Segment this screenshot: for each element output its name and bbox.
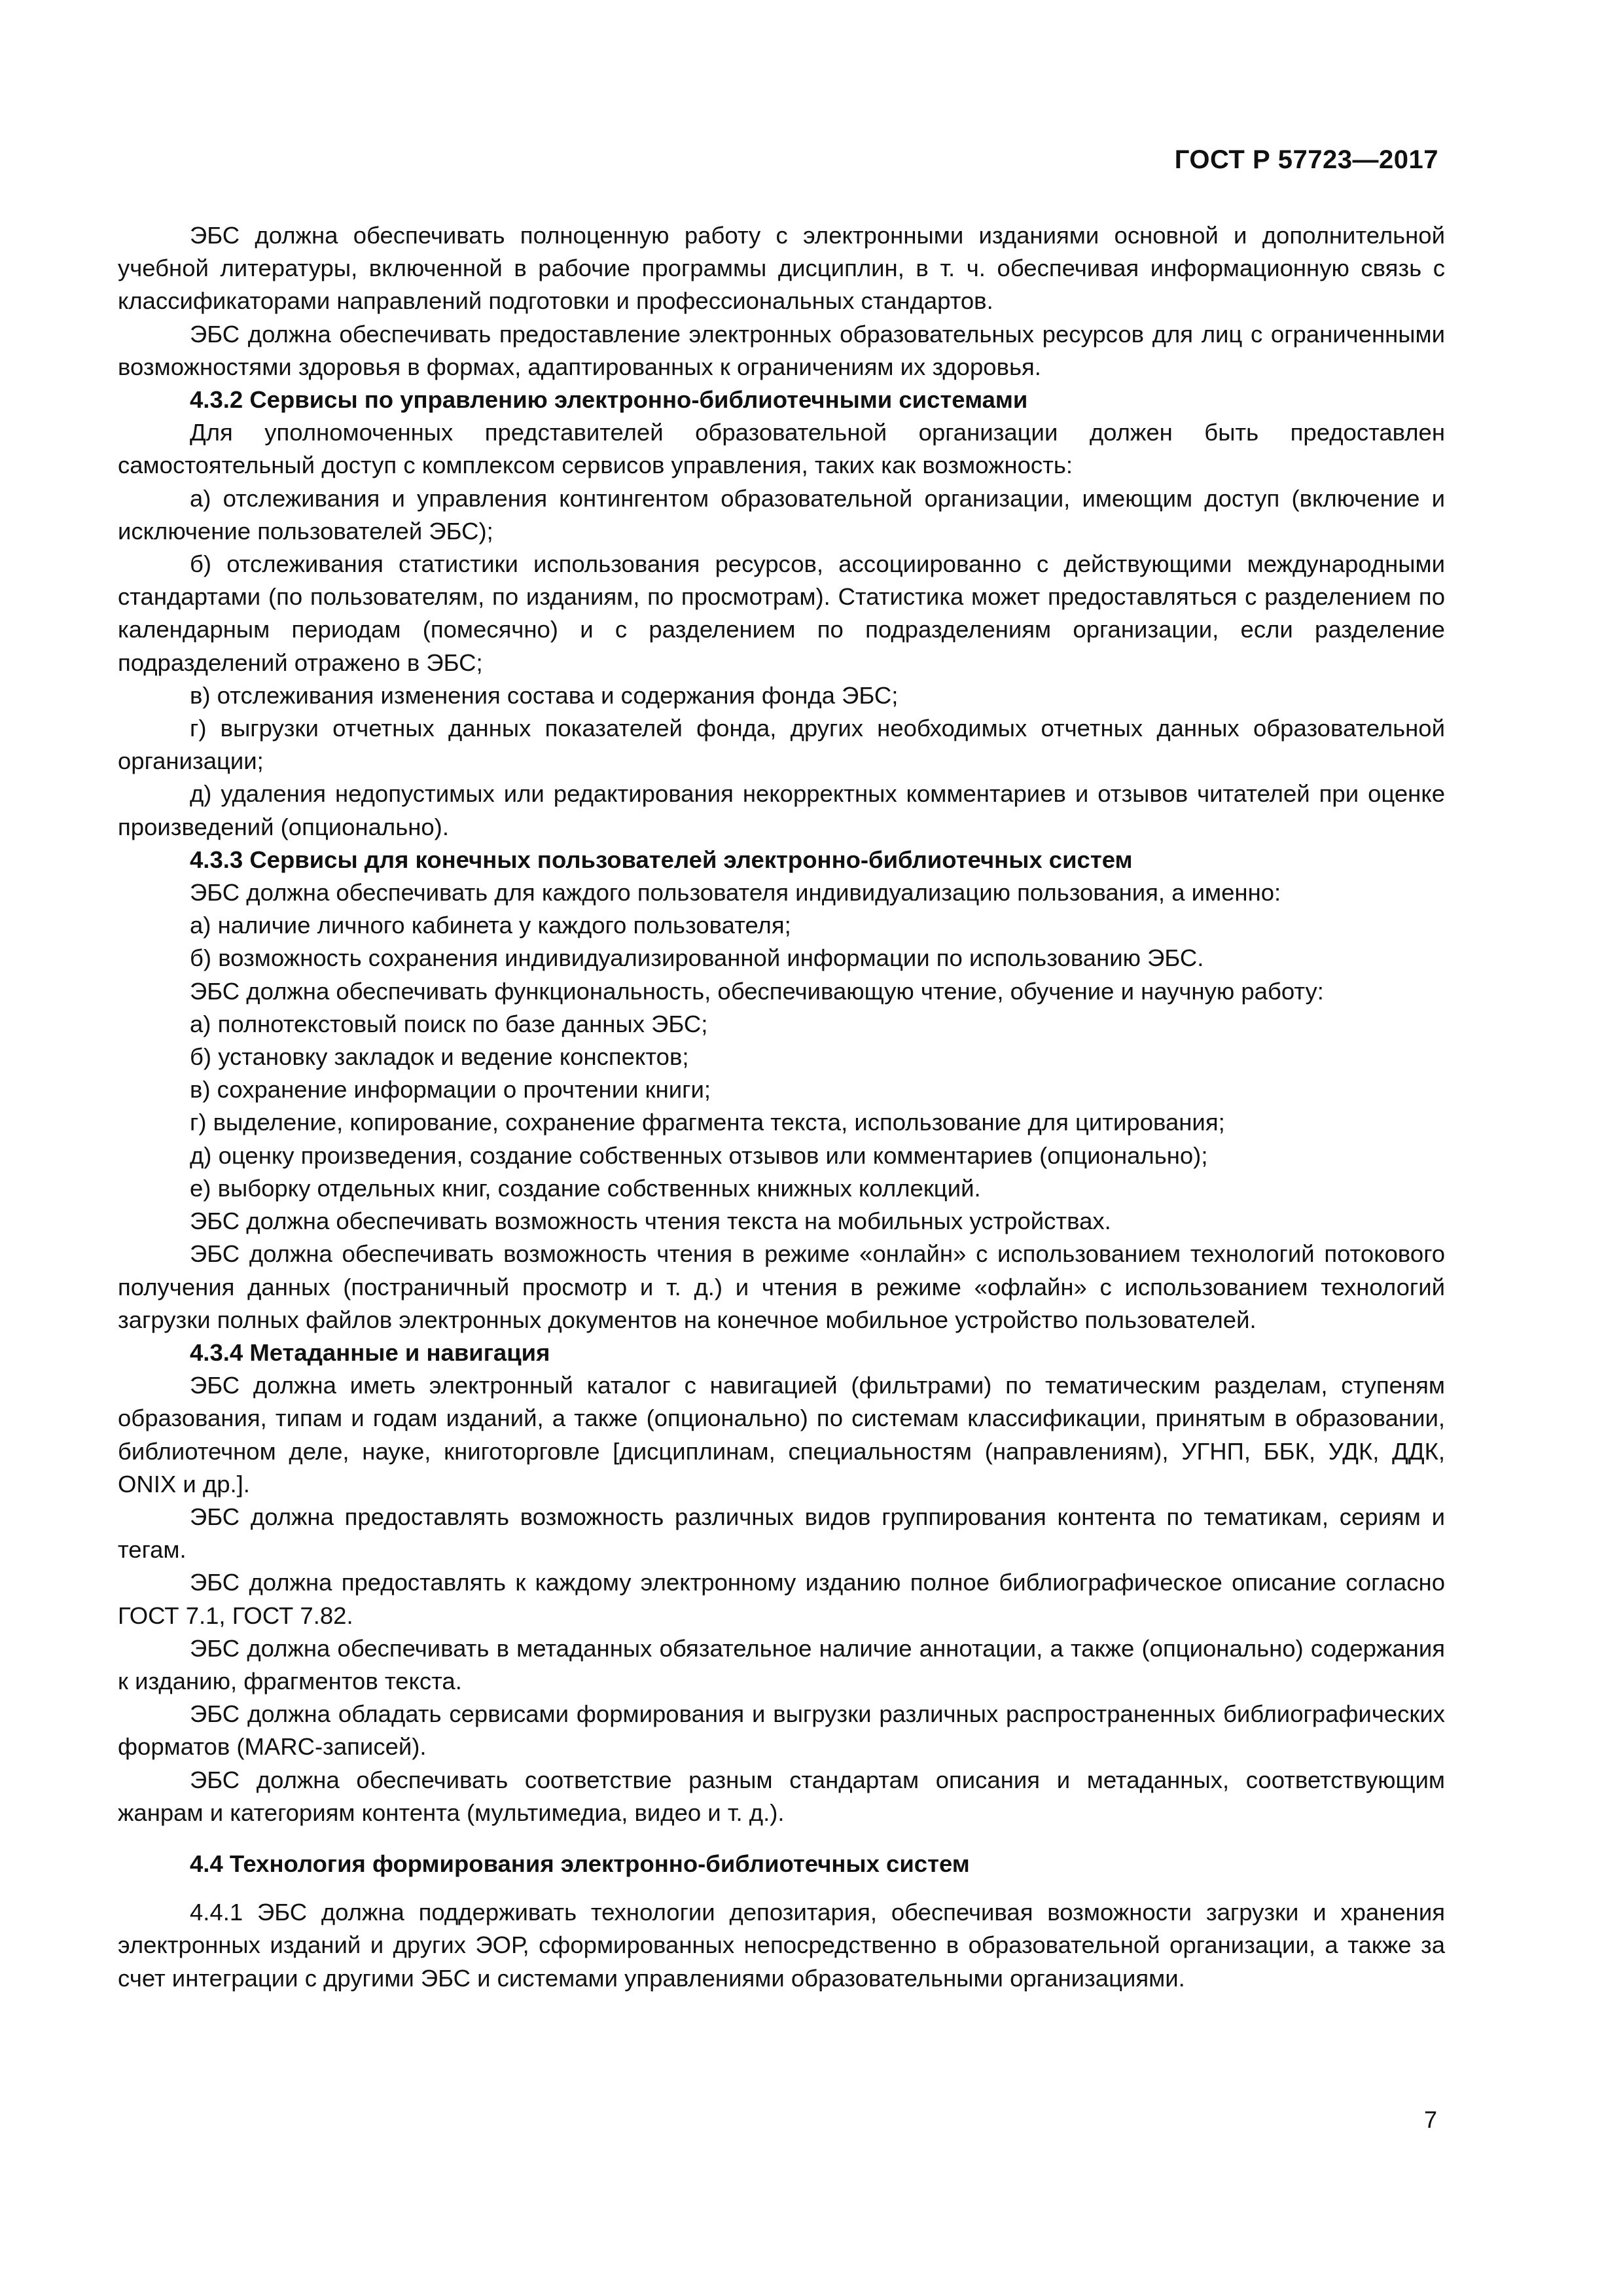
list-item: г) выгрузки отчетных данных показателей фонда, других необходимых отчетных данных образовательной организации;: [118, 715, 1445, 775]
list-item: г) выделение, копирование, сохранение фрагмента текста, использование для цитирования;: [190, 1109, 1225, 1136]
list-item: б) установку закладок и ведение конспектов;: [190, 1043, 689, 1071]
paragraph: ЭБС должна обеспечивать полноценную работу с электронными изданиями основной и дополнительной учебной литературы, включенной в рабочие программы дисциплин, в т. ч. обеспечивая информационную связь с классификаторами направлений подготовки и профессиональных стандартов.: [118, 222, 1445, 315]
paragraph: ЭБС должна обладать сервисами формирования и выгрузки различных распространенных библиографических форматов (MARC-записей).: [118, 1700, 1445, 1761]
paragraph: ЭБС должна обеспечивать соответствие разным стандартам описания и метаданных, соответствующим жанрам и категориям контента (мультимедиа, видео и т. д.).: [118, 1766, 1445, 1826]
paragraph: 4.4.1 ЭБС должна поддерживать технологии депозитария, обеспечивая возможности загрузки и хранения электронных изданий и других ЭОР, сформированных непосредственно в образовательной организации, а также за счет интеграции с другими ЭБС и системами управлениями образовательными организациями.: [118, 1899, 1445, 1992]
document-header: ГОСТ Р 57723—2017: [1174, 145, 1438, 174]
list-item: б) отслеживания статистики использования ресурсов, ассоциированно с действующими международными стандартами (по пользователям, по изданиям, по просмотрам). Статистика может предоставляться с разделением по календарным периодам (помесячно) и с разделением по подразделениям организации, если разделение подразделений отражено в ЭБС;: [118, 550, 1445, 676]
paragraph: ЭБС должна предоставлять возможность различных видов группирования контента по тематикам, сериям и тегам.: [118, 1503, 1445, 1564]
list-item: в) отслеживания изменения состава и содержания фонда ЭБС;: [190, 681, 899, 709]
list-item: а) наличие личного кабинета у каждого пользователя;: [190, 912, 791, 939]
list-item: в) сохранение информации о прочтении книги;: [190, 1076, 711, 1103]
paragraph: ЭБС должна обеспечивать возможность чтения текста на мобильных устройствах.: [190, 1208, 1111, 1235]
list-item: б) возможность сохранения индивидуализированной информации по использованию ЭБС.: [190, 944, 1204, 972]
section-heading: 4.4 Технология формирования электронно-библиотечных систем: [190, 1850, 970, 1877]
list-item: а) отслеживания и управления контингентом образовательной организации, имеющим доступ (включение и исключение пользователей ЭБС);: [118, 484, 1445, 545]
paragraph: ЭБС должна обеспечивать функциональность, обеспечивающую чтение, обучение и научную работу:: [190, 977, 1324, 1005]
list-item: д) оценку произведения, создание собственных отзывов или комментариев (опционально);: [190, 1141, 1208, 1169]
document-body: [118, 219, 1445, 1995]
paragraph: ЭБС должна обеспечивать возможность чтения в режиме «онлайн» с использованием технологий потокового получения данных (постраничный просмотр и т. д.) и чтения в режиме «офлайн» с использованием технологий загрузки полных файлов электронных документов на конечное мобильное устройство пользователей.: [118, 1240, 1445, 1333]
paragraph: ЭБС должна обеспечивать для каждого пользователя индивидуализацию пользования, а именно:: [190, 879, 1281, 906]
list-item: д) удаления недопустимых или редактирования некорректных комментариев и отзывов читателей при оценке произведений (опционально).: [118, 780, 1445, 840]
paragraph: Для уполномоченных представителей образовательной организации должен быть предоставлен самостоятельный доступ с комплексом сервисов управления, таких как возможность:: [118, 419, 1445, 479]
paragraph: ЭБС должна обеспечивать предоставление электронных образовательных ресурсов для лиц с ограниченными возможностями здоровья в формах, адаптированных к ограничениям их здоровья.: [118, 320, 1445, 380]
section-heading: 4.3.4 Метаданные и навигация: [190, 1338, 550, 1366]
paragraph: ЭБС должна предоставлять к каждому электронному изданию полное библиографическое описание согласно ГОСТ 7.1, ГОСТ 7.82.: [118, 1569, 1445, 1629]
paragraph: ЭБС должна обеспечивать в метаданных обязательное наличие аннотации, а также (опционально) содержания к изданию, фрагментов текста.: [118, 1634, 1445, 1695]
paragraph: ЭБС должна иметь электронный каталог с навигацией (фильтрами) по тематическим разделам, ступеням образования, типам и годам изданий, а также (опционально) по системам классификации, принятым в образовании, библиотечном деле, науке, книготорговле [дисциплинам, специальностям (направлениям), УГНП, ББК, УДК, ДДК, ONIX и др.].: [118, 1372, 1445, 1498]
section-heading: 4.3.3 Сервисы для конечных пользователей электронно-библиотечных систем: [190, 846, 1133, 873]
page-number: 7: [1423, 2106, 1437, 2133]
section-heading: 4.3.2 Сервисы по управлению электронно-библиотечными системами: [190, 386, 1028, 414]
list-item: е) выборку отдельных книг, создание собственных книжных коллекций.: [190, 1174, 981, 1202]
list-item: а) полнотекстовый поиск по базе данных ЭБС;: [190, 1010, 708, 1037]
